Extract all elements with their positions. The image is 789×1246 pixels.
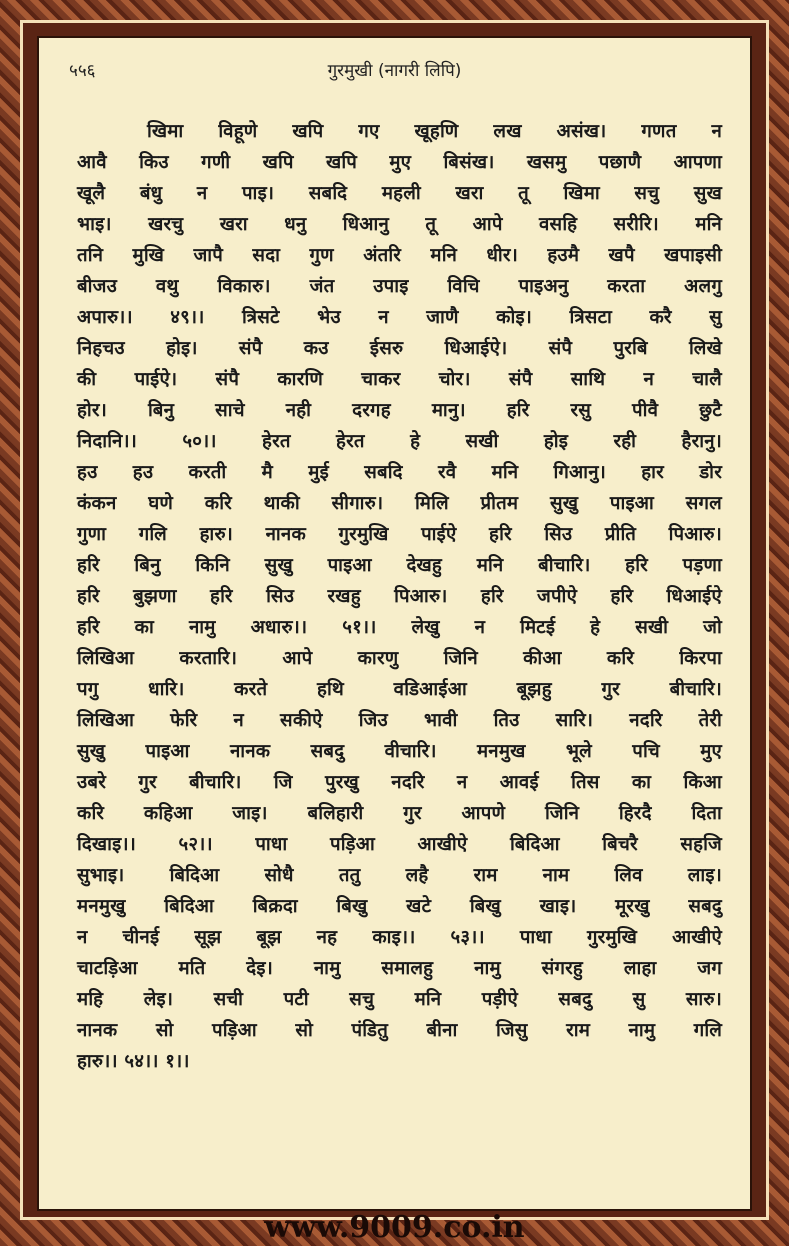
text-line: निदानि।। ५०।। हेरत हेरत हे सखी होइ रही हैरानु।	[77, 431, 722, 452]
text-line: नानक सो पड़िआ सो पंडितु बीना जिसु राम नामु गलि	[77, 1020, 722, 1041]
text-line: कंकन घणे करि थाकी सीगारु। मिलि प्रीतम सुखु पाइआ सगल	[77, 493, 722, 514]
text-line: हरि बुझणा हरि सिउ रखहु पिआरु। हरि जपीऐ हरि धिआईऐ	[77, 586, 722, 607]
text-line: सुखु पाइआ नानक सबदु वीचारि। मनमुख भूले पचि मुए	[77, 741, 722, 762]
text-line: गुणा गलि हारु। नानक गुरमुखि पाईऐ हरि सिउ प्रीति पिआरु।	[77, 524, 722, 545]
text-line: करि कहिआ जाइ। बलिहारी गुर आपणे जिनि हिरदै दिता	[77, 803, 722, 824]
text-line: की पाईऐ। संपै कारणि चाकर चोर। संपै साथि न चालै	[77, 369, 722, 390]
text-line: बीजउ वथु विकारु। जंत उपाइ विचि पाइअनु करता अलगु	[77, 276, 722, 297]
text-line: हारु।। ५४।। १।।	[77, 1051, 190, 1072]
text-line: हरि बिनु किनि सुखु पाइआ देखहु मनि बीचारि। हरि पड़णा	[77, 555, 722, 576]
page	[37, 36, 752, 1211]
text-line: आवै किउ गणी खपि खपि मुए बिसंख। खसमु पछाणै आपणा	[77, 152, 722, 173]
text-line: निहचउ होइ। संपै कउ ईसरु धिआईऐ। संपै पुरबि लिखे	[77, 338, 722, 359]
scripture-text	[77, 116, 722, 1077]
text-line: महि लेइ। सची पटी सचु मनि पड़ीऐ सबदु सु सारु।	[77, 989, 722, 1010]
text-line: चाटड़िआ मति देइ। नामु समालहु नामु संगरहु लाहा जग	[77, 958, 722, 979]
text-line: सुभाइ। बिदिआ सोधै ततु लहै राम नाम लिव लाइ।	[77, 865, 722, 886]
text-line: हरि का नामु अधारु।। ५१।। लेखु न मिटई हे सखी जो	[77, 617, 722, 638]
running-title: गुरमुखी (नागरी लिपि)	[327, 61, 462, 81]
text-line: लिखिआ फेरि न सकीऐ जिउ भावी तिउ सारि। नदरि तेरी	[77, 710, 722, 731]
text-line: न चीनई सूझ बूझ नह काइ।। ५३।। पाधा गुरमुखि आखीऐ	[77, 927, 722, 948]
page-header	[39, 58, 750, 88]
text-line: लिखिआ करतारि। आपे कारणु जिनि कीआ करि किरपा	[77, 648, 722, 669]
text-line: खूलै बंधु न पाइ। सबदि महली खरा तू खिमा सचु सुख	[77, 183, 722, 204]
text-line: दिखाइ।। ५२।। पाधा पड़िआ आखीऐ बिदिआ बिचरै सहजि	[77, 834, 722, 855]
text-line: तनि मुखि जापै सदा गुण अंतरि मनि धीर। हउमै खपै खपाइसी	[77, 245, 722, 266]
page-number: ५५६	[69, 61, 96, 81]
text-line: होर। बिनु साचे नही दरगह मानु। हरि रसु पीवै छुटै	[77, 400, 722, 421]
text-line: पगु धारि। करते हथि वडिआईआ बूझहु गुर बीचारि।	[77, 679, 722, 700]
text-line: भाइ। खरचु खरा धनु धिआनु तू आपे वसहि सरीरि। मनि	[77, 214, 722, 235]
text-line: हउ हउ करती मै मुई सबदि रवै मनि गिआनु। हार डोर	[77, 462, 722, 483]
text-line: मनमुखु बिदिआ बिक्रदा बिखु खटे बिखु खाइ। मूरखु सबदु	[77, 896, 722, 917]
text-line: अपारु।। ४९।। त्रिसटे भेउ न जाणै कोइ। त्रिसटा करै सु	[77, 307, 722, 328]
website-footer: www.9009.co.in	[264, 1210, 525, 1245]
text-line: खिमा विहूणे खपि गए खूहणि लख असंख। गणत न	[147, 121, 722, 142]
text-line: उबरे गुर बीचारि। जि पुरखु नदरि न आवई तिस का किआ	[77, 772, 722, 793]
